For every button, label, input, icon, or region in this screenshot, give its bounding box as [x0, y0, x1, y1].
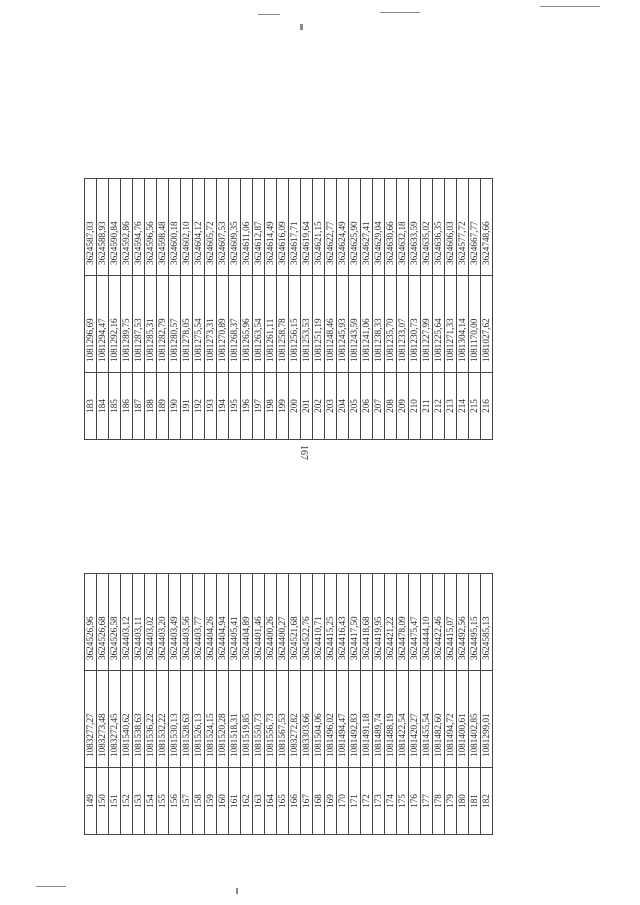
x-coordinate-cell: 1081496,02	[325, 671, 337, 768]
y-coordinate-cell: 3624419,95	[373, 574, 385, 671]
x-coordinate-cell: 1081482,60	[433, 671, 445, 768]
x-coordinate-cell: 1083272,45	[109, 671, 121, 768]
table-row	[241, 179, 253, 440]
y-coordinate-cell: 3624526,68	[97, 574, 109, 671]
y-coordinate-cell: 3624633,59	[409, 179, 421, 276]
x-coordinate-cell: 1081278,05	[181, 276, 193, 373]
table-row	[169, 179, 181, 440]
point-number-cell: 173	[373, 768, 385, 835]
table-row	[133, 574, 145, 835]
table-row	[193, 179, 205, 440]
table-row	[325, 179, 337, 440]
y-coordinate-cell: 3624596,56	[145, 179, 157, 276]
table-row	[85, 574, 97, 835]
point-number-cell: 171	[349, 768, 361, 835]
x-coordinate-cell: 1081275,54	[193, 276, 205, 373]
y-coordinate-cell: 3624403,77	[193, 574, 205, 671]
x-coordinate-cell: 1081536,22	[145, 671, 157, 768]
y-coordinate-cell: 3624522,76	[301, 574, 313, 671]
point-number-cell: 152	[121, 768, 133, 835]
x-coordinate-cell: 1081402,85	[469, 671, 481, 768]
y-coordinate-cell: 3624590,84	[109, 179, 121, 276]
x-coordinate-cell: 1081528,63	[181, 671, 193, 768]
y-coordinate-cell: 3624630,66	[385, 179, 397, 276]
y-coordinate-cell: 3624475,47	[409, 574, 421, 671]
x-coordinate-cell: 1081422,54	[397, 671, 409, 768]
x-coordinate-cell: 1081280,57	[169, 276, 181, 373]
coordinate-table	[84, 573, 493, 835]
y-coordinate-cell: 3624614,49	[265, 179, 277, 276]
point-number-cell: 201	[301, 373, 313, 440]
x-coordinate-cell: 1081304,14	[457, 276, 469, 373]
y-coordinate-cell: 3624600,18	[169, 179, 181, 276]
x-coordinate-cell: 1083273,48	[97, 671, 109, 768]
table-row	[409, 574, 421, 835]
table-row	[445, 179, 457, 440]
y-coordinate-cell: 3624629,04	[373, 179, 385, 276]
point-number-cell: 164	[265, 768, 277, 835]
x-coordinate-cell: 1081273,31	[205, 276, 217, 373]
y-coordinate-cell: 3624526,96	[85, 574, 97, 671]
x-coordinate-cell: 1081287,53	[133, 276, 145, 373]
x-coordinate-cell: 1081494,47	[337, 671, 349, 768]
point-number-cell: 162	[241, 768, 253, 835]
point-number-cell: 170	[337, 768, 349, 835]
y-coordinate-cell: 3624577,72	[457, 179, 469, 276]
x-coordinate-cell: 1081540,62	[121, 671, 133, 768]
table-row	[445, 574, 457, 835]
point-number-cell: 159	[205, 768, 217, 835]
point-number-cell: 172	[361, 768, 373, 835]
point-number-cell: 161	[229, 768, 241, 835]
y-coordinate-cell: 3624403,12	[121, 574, 133, 671]
table-row	[337, 574, 349, 835]
y-coordinate-cell: 3624625,90	[349, 179, 361, 276]
point-number-cell: 205	[349, 373, 361, 440]
x-coordinate-cell: 1081238,33	[373, 276, 385, 373]
table-row	[157, 179, 169, 440]
x-coordinate-cell: 1081420,27	[409, 671, 421, 768]
y-coordinate-cell: 3624667,77	[469, 179, 481, 276]
x-coordinate-cell: 1081492,83	[349, 671, 361, 768]
left-coordinate-table	[84, 573, 493, 835]
table-row	[433, 574, 445, 835]
table-row	[193, 574, 205, 835]
point-number-cell: 187	[133, 373, 145, 440]
y-coordinate-cell: 3624404,94	[217, 574, 229, 671]
x-coordinate-cell: 1081556,73	[265, 671, 277, 768]
x-coordinate-cell: 1081268,37	[229, 276, 241, 373]
y-coordinate-cell: 3624403,56	[181, 574, 193, 671]
table-row	[157, 574, 169, 835]
point-number-cell: 166	[289, 768, 301, 835]
x-coordinate-cell: 1083303,66	[301, 671, 313, 768]
point-number-cell: 199	[277, 373, 289, 440]
point-number-cell: 184	[97, 373, 109, 440]
table-row	[277, 179, 289, 440]
point-number-cell: 175	[397, 768, 409, 835]
y-coordinate-cell: 3624422,46	[433, 574, 445, 671]
x-coordinate-cell: 1081261,11	[265, 276, 277, 373]
table-row	[457, 179, 469, 440]
point-number-cell: 202	[313, 373, 325, 440]
point-number-cell: 212	[433, 373, 445, 440]
point-number-cell: 190	[169, 373, 181, 440]
x-coordinate-cell: 1081526,13	[193, 671, 205, 768]
x-coordinate-cell: 1081027,62	[481, 276, 493, 373]
point-number-cell: 186	[121, 373, 133, 440]
point-number-cell: 165	[277, 768, 289, 835]
coordinate-table	[84, 178, 493, 440]
point-number-cell: 206	[361, 373, 373, 440]
y-coordinate-cell: 3624526,58	[109, 574, 121, 671]
y-coordinate-cell: 3624415,25	[325, 574, 337, 671]
y-coordinate-cell: 3624521,68	[289, 574, 301, 671]
y-coordinate-cell: 3624604,12	[193, 179, 205, 276]
point-number-cell: 209	[397, 373, 409, 440]
y-coordinate-cell: 3624400,26	[265, 574, 277, 671]
table-row	[109, 179, 121, 440]
table-row	[217, 574, 229, 835]
table-row	[457, 574, 469, 835]
y-coordinate-cell: 3624400,27	[277, 574, 289, 671]
point-number-cell: 213	[445, 373, 457, 440]
table-row	[121, 179, 133, 440]
table-row	[385, 574, 397, 835]
x-coordinate-cell: 1081299,01	[481, 671, 493, 768]
x-coordinate-cell: 1081296,69	[85, 276, 97, 373]
x-coordinate-cell: 1081233,07	[397, 276, 409, 373]
y-coordinate-cell: 3624417,50	[349, 574, 361, 671]
point-number-cell: 194	[217, 373, 229, 440]
point-number-cell: 200	[289, 373, 301, 440]
point-number-cell: 183	[85, 373, 97, 440]
table-body	[85, 574, 493, 835]
table-row	[97, 179, 109, 440]
y-coordinate-cell: 3624415,07	[445, 574, 457, 671]
x-coordinate-cell: 1081519,85	[241, 671, 253, 768]
x-coordinate-cell: 1081256,15	[289, 276, 301, 373]
y-coordinate-cell: 3624403,20	[157, 574, 169, 671]
table-row	[301, 574, 313, 835]
table-row	[229, 574, 241, 835]
y-coordinate-cell: 3624632,18	[397, 179, 409, 276]
y-coordinate-cell: 3624606,03	[445, 179, 457, 276]
table-row	[217, 179, 229, 440]
x-coordinate-cell: 1081245,93	[337, 276, 349, 373]
x-coordinate-cell: 1081494,72	[445, 671, 457, 768]
point-number-cell: 207	[373, 373, 385, 440]
table-row	[361, 179, 373, 440]
table-row	[313, 179, 325, 440]
table-row	[325, 574, 337, 835]
x-coordinate-cell: 1081225,64	[433, 276, 445, 373]
x-coordinate-cell: 1081227,99	[421, 276, 433, 373]
table-row	[313, 574, 325, 835]
point-number-cell: 179	[445, 768, 457, 835]
table-row	[421, 179, 433, 440]
point-number-cell: 174	[385, 768, 397, 835]
point-number-cell: 192	[193, 373, 205, 440]
point-number-cell: 154	[145, 768, 157, 835]
table-row	[145, 574, 157, 835]
y-coordinate-cell: 3624418,68	[361, 574, 373, 671]
point-number-cell: 151	[109, 768, 121, 835]
x-coordinate-cell: 1081294,47	[97, 276, 109, 373]
x-coordinate-cell: 1081265,96	[241, 276, 253, 373]
y-coordinate-cell: 3624748,66	[481, 179, 493, 276]
y-coordinate-cell: 3624421,22	[385, 574, 397, 671]
point-number-cell: 216	[481, 373, 493, 440]
page-number: 167	[298, 445, 309, 460]
table-row	[229, 179, 241, 440]
point-number-cell: 189	[157, 373, 169, 440]
y-coordinate-cell: 3624495,15	[469, 574, 481, 671]
right-coordinate-table	[84, 178, 493, 440]
table-row	[169, 574, 181, 835]
point-number-cell: 215	[469, 373, 481, 440]
y-coordinate-cell: 3624401,46	[253, 574, 265, 671]
x-coordinate-cell: 1081270,89	[217, 276, 229, 373]
x-coordinate-cell: 1081550,73	[253, 671, 265, 768]
x-coordinate-cell: 1083277,27	[85, 671, 97, 768]
table-row	[481, 179, 493, 440]
y-coordinate-cell: 3624611,06	[241, 179, 253, 276]
y-coordinate-cell: 3624492,56	[457, 574, 469, 671]
table-row	[373, 179, 385, 440]
y-coordinate-cell: 3624617,71	[289, 179, 301, 276]
y-coordinate-cell: 3624605,72	[205, 179, 217, 276]
table-row	[349, 179, 361, 440]
table-row	[289, 574, 301, 835]
table-row	[241, 574, 253, 835]
x-coordinate-cell: 1081504,06	[313, 671, 325, 768]
point-number-cell: 169	[325, 768, 337, 835]
point-number-cell: 178	[433, 768, 445, 835]
x-coordinate-cell: 1081248,46	[325, 276, 337, 373]
point-number-cell: 176	[409, 768, 421, 835]
y-coordinate-cell: 3624612,87	[253, 179, 265, 276]
x-coordinate-cell: 1081282,79	[157, 276, 169, 373]
point-number-cell: 163	[253, 768, 265, 835]
y-coordinate-cell: 3624416,43	[337, 574, 349, 671]
point-number-cell: 197	[253, 373, 265, 440]
point-number-cell: 191	[181, 373, 193, 440]
x-coordinate-cell: 1081532,22	[157, 671, 169, 768]
table-row	[409, 179, 421, 440]
y-coordinate-cell: 3624635,02	[421, 179, 433, 276]
x-coordinate-cell: 1081491,18	[361, 671, 373, 768]
table-row	[265, 574, 277, 835]
table-body	[85, 179, 493, 440]
y-coordinate-cell: 3624598,48	[157, 179, 169, 276]
y-coordinate-cell: 3624403,49	[169, 574, 181, 671]
y-coordinate-cell: 3624404,89	[241, 574, 253, 671]
y-coordinate-cell: 3624587,03	[85, 179, 97, 276]
table-row	[289, 179, 301, 440]
x-coordinate-cell: 1081251,19	[313, 276, 325, 373]
table-row	[397, 179, 409, 440]
x-coordinate-cell: 1081271,33	[445, 276, 457, 373]
point-number-cell: 204	[337, 373, 349, 440]
y-coordinate-cell: 3624609,35	[229, 179, 241, 276]
x-coordinate-cell: 1081567,53	[277, 671, 289, 768]
x-coordinate-cell: 1081243,59	[349, 276, 361, 373]
y-coordinate-cell: 3624592,86	[121, 179, 133, 276]
point-number-cell: 180	[457, 768, 469, 835]
x-coordinate-cell: 1081530,13	[169, 671, 181, 768]
point-number-cell: 196	[241, 373, 253, 440]
x-coordinate-cell: 1083272,82	[289, 671, 301, 768]
point-number-cell: 177	[421, 768, 433, 835]
point-number-cell: 203	[325, 373, 337, 440]
point-number-cell: 211	[421, 373, 433, 440]
point-number-cell: 160	[217, 768, 229, 835]
point-number-cell: 185	[109, 373, 121, 440]
table-row	[109, 574, 121, 835]
table-row	[133, 179, 145, 440]
x-coordinate-cell: 1081518,31	[229, 671, 241, 768]
table-row	[301, 179, 313, 440]
point-number-cell: 155	[157, 768, 169, 835]
x-coordinate-cell: 1081241,06	[361, 276, 373, 373]
x-coordinate-cell: 1081170,00	[469, 276, 481, 373]
point-number-cell: 193	[205, 373, 217, 440]
y-coordinate-cell: 3624627,41	[361, 179, 373, 276]
table-row	[337, 179, 349, 440]
table-row	[469, 179, 481, 440]
table-row	[181, 574, 193, 835]
point-number-cell: 208	[385, 373, 397, 440]
y-coordinate-cell: 3624594,76	[133, 179, 145, 276]
point-number-cell: 182	[481, 768, 493, 835]
y-coordinate-cell: 3624602,10	[181, 179, 193, 276]
y-coordinate-cell: 3624403,11	[133, 574, 145, 671]
table-row	[97, 574, 109, 835]
y-coordinate-cell: 3624607,53	[217, 179, 229, 276]
table-row	[181, 179, 193, 440]
y-coordinate-cell: 3624410,71	[313, 574, 325, 671]
x-coordinate-cell: 1081258,78	[277, 276, 289, 373]
table-row	[373, 574, 385, 835]
point-number-cell: 198	[265, 373, 277, 440]
y-coordinate-cell: 3624585,13	[481, 574, 493, 671]
table-row	[349, 574, 361, 835]
x-coordinate-cell: 1081253,53	[301, 276, 313, 373]
y-coordinate-cell: 3624616,09	[277, 179, 289, 276]
point-number-cell: 153	[133, 768, 145, 835]
point-number-cell: 156	[169, 768, 181, 835]
x-coordinate-cell: 1081289,75	[121, 276, 133, 373]
x-coordinate-cell: 1081520,28	[217, 671, 229, 768]
x-coordinate-cell: 1081285,31	[145, 276, 157, 373]
y-coordinate-cell: 3624624,49	[337, 179, 349, 276]
point-number-cell: 195	[229, 373, 241, 440]
x-coordinate-cell: 1081538,63	[133, 671, 145, 768]
x-coordinate-cell: 1081488,19	[385, 671, 397, 768]
table-row	[361, 574, 373, 835]
x-coordinate-cell: 1081292,16	[109, 276, 121, 373]
table-row	[205, 179, 217, 440]
y-coordinate-cell: 3624636,35	[433, 179, 445, 276]
table-row	[85, 179, 97, 440]
point-number-cell: 167	[301, 768, 313, 835]
point-number-cell: 158	[193, 768, 205, 835]
y-coordinate-cell: 3624444,10	[421, 574, 433, 671]
table-row	[277, 574, 289, 835]
y-coordinate-cell: 3624404,26	[205, 574, 217, 671]
y-coordinate-cell: 3624621,15	[313, 179, 325, 276]
table-row	[253, 574, 265, 835]
y-coordinate-cell: 3624622,77	[325, 179, 337, 276]
y-coordinate-cell: 3624588,93	[97, 179, 109, 276]
table-row	[121, 574, 133, 835]
table-row	[145, 179, 157, 440]
y-coordinate-cell: 3624619,64	[301, 179, 313, 276]
point-number-cell: 157	[181, 768, 193, 835]
y-coordinate-cell: 3624405,41	[229, 574, 241, 671]
point-number-cell: 181	[469, 768, 481, 835]
point-number-cell: 150	[97, 768, 109, 835]
table-row	[265, 179, 277, 440]
table-row	[433, 179, 445, 440]
x-coordinate-cell: 1081263,54	[253, 276, 265, 373]
table-row	[385, 179, 397, 440]
table-row	[469, 574, 481, 835]
point-number-cell: 210	[409, 373, 421, 440]
x-coordinate-cell: 1081230,73	[409, 276, 421, 373]
point-number-cell: 168	[313, 768, 325, 835]
x-coordinate-cell: 1081489,74	[373, 671, 385, 768]
table-row	[205, 574, 217, 835]
x-coordinate-cell: 1081400,61	[457, 671, 469, 768]
x-coordinate-cell: 1081455,54	[421, 671, 433, 768]
table-row	[397, 574, 409, 835]
table-row	[481, 574, 493, 835]
point-number-cell: 214	[457, 373, 469, 440]
x-coordinate-cell: 1081235,70	[385, 276, 397, 373]
y-coordinate-cell: 3624478,09	[397, 574, 409, 671]
x-coordinate-cell: 1081524,15	[205, 671, 217, 768]
table-row	[253, 179, 265, 440]
table-row	[421, 574, 433, 835]
point-number-cell: 188	[145, 373, 157, 440]
point-number-cell: 149	[85, 768, 97, 835]
y-coordinate-cell: 3624403,02	[145, 574, 157, 671]
